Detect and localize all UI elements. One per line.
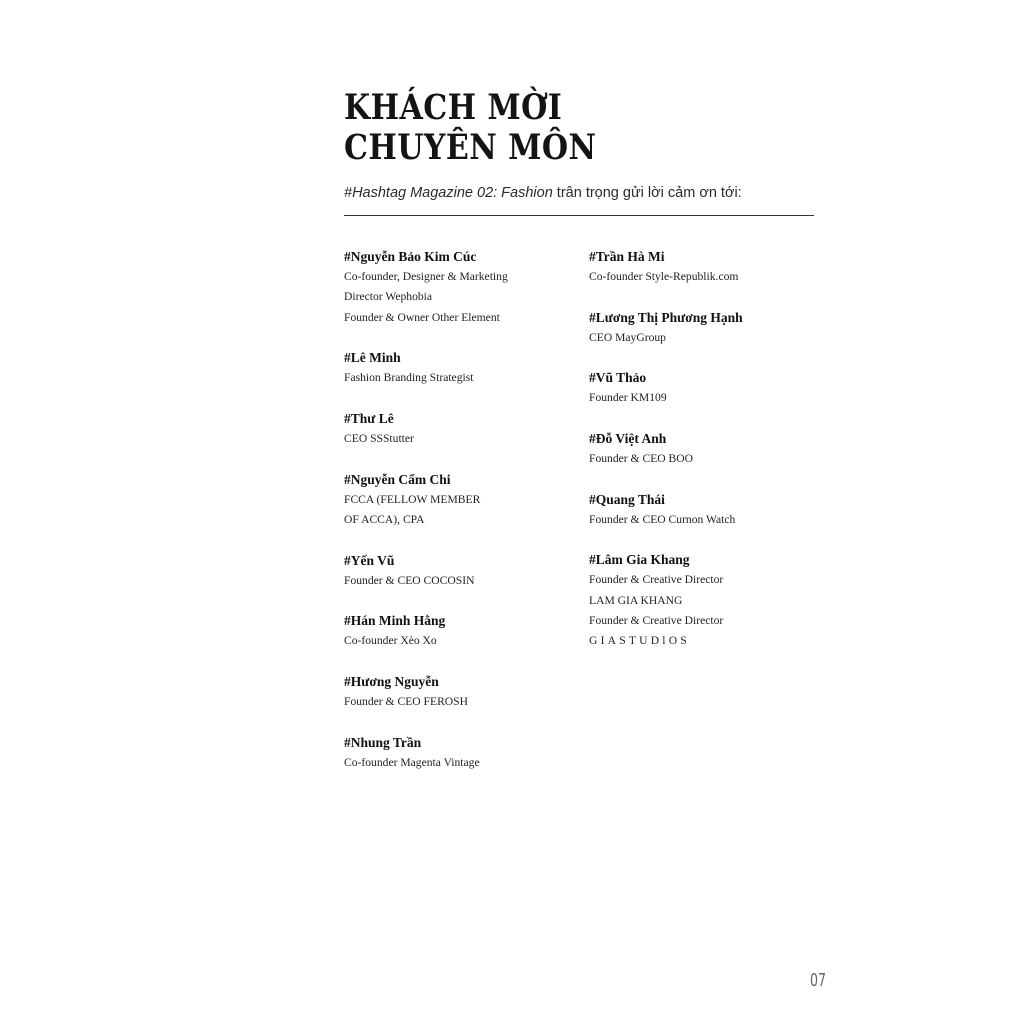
guest-entry (589, 429, 819, 490)
guest-entry (589, 550, 819, 651)
guest-role: Co-founder, Designer & Marketing (344, 270, 508, 283)
page-title (344, 88, 596, 168)
guest-list-left (344, 247, 574, 793)
guest-name: #Đỗ Việt Anh (589, 431, 667, 447)
guest-role: Founder & Creative Director (589, 614, 724, 628)
guest-role: Founder & CEO FEROSH (344, 694, 468, 708)
guest-name: #Nhung Trần (344, 734, 422, 750)
subtitle (344, 185, 742, 201)
guest-name: #Lâm Gia Khang (589, 552, 690, 568)
guest-role: CEO MayGroup (589, 330, 666, 344)
guest-entry (344, 672, 574, 733)
guest-name: #Thư Lê (344, 410, 394, 426)
guest-name: #Nguyễn Bảo Kim Cúc (344, 249, 477, 264)
guest-name: #Lương Thị Phương Hạnh (589, 309, 743, 325)
subtitle-magazine-name: #Hashtag Magazine 02: Fashion (344, 185, 553, 201)
guest-role: Founder & Owner Other Element (344, 310, 500, 324)
guest-entry (589, 490, 819, 551)
guest-entry (344, 348, 574, 409)
subtitle-text: trân trọng gửi lời cảm ơn tới: (552, 185, 742, 201)
page-number: 07 (810, 970, 827, 991)
guest-entry (344, 409, 574, 470)
guest-name: #Yến Vũ (344, 552, 395, 568)
guest-role: Founder & CEO Curnon Watch (589, 512, 736, 526)
guest-role: Founder KM109 (589, 391, 667, 405)
guest-name: #Trần Hà Mi (589, 249, 665, 264)
guest-name: #Hương Nguyễn (344, 673, 439, 689)
guest-name: #Vũ Thảo (589, 370, 647, 386)
guest-name: #Nguyễn Cẩm Chi (344, 471, 451, 487)
guest-entry (344, 470, 574, 551)
guest-name: #Hán Minh Hằng (344, 613, 446, 629)
guest-role: Co-founder Magenta Vintage (344, 755, 480, 769)
guest-role: FCCA (FELLOW MEMBER (344, 492, 481, 506)
guest-role: Fashion Branding Strategist (344, 371, 474, 385)
guest-role: OF ACCA), CPA (344, 512, 425, 526)
guest-role: Founder & Creative Director (589, 573, 724, 587)
guest-entry (344, 733, 574, 794)
guest-role: Founder & CEO COCOSIN (344, 573, 475, 587)
title-line-1: KHÁCH MỜI (344, 87, 563, 128)
guest-role: CEO SSStutter (344, 431, 414, 445)
guest-entry (589, 368, 819, 429)
guest-name: #Lê Minh (344, 350, 401, 366)
guest-entry (344, 551, 574, 612)
guest-role: GIASTUDlOS (589, 634, 690, 648)
guest-role: Founder & CEO BOO (589, 452, 694, 466)
divider (344, 215, 814, 216)
guest-entry (589, 308, 819, 369)
guest-role: Co-founder Xèo Xo (344, 634, 437, 648)
guest-entry (344, 247, 574, 324)
guest-role: Director Wephobia (344, 290, 433, 304)
guest-list-right (589, 247, 819, 652)
title-line-2: CHUYÊN MÔN (344, 127, 597, 168)
guest-role: LAM GIA KHANG (589, 593, 683, 607)
guest-entry (589, 247, 819, 308)
guest-name: #Quang Thái (589, 491, 665, 507)
guest-role: Co-founder Style-Republik.com (589, 270, 739, 283)
guest-entry (344, 611, 574, 672)
